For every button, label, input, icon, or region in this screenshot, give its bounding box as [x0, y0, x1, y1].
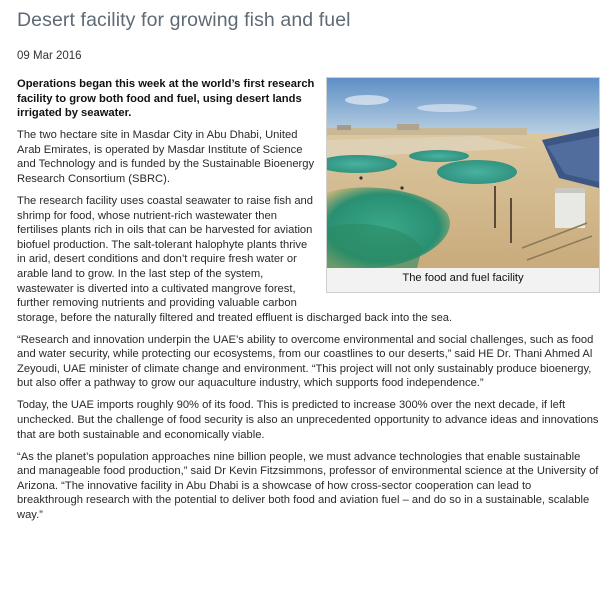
article-title: Desert facility for growing fish and fuel: [17, 9, 351, 31]
article-paragraph: “As the planet’s population approaches nine billion people, we must advance technologies that enable sustainable and manageable food production,” said Dr Kevin Fitzsimmons, professor of environmental science at the University of Arizona. “The innovative facility in Abu Dhabi is a showcase of how cross-sector cooperation can lead to breakthrough research with the potential to deliver both food and aviation fuel – and do so in a sustainable, scalable way.”: [17, 450, 599, 521]
facility-photo: [327, 78, 599, 268]
article-paragraph: Today, the UAE imports roughly 90% of its food. This is predicted to increase 300% over the next decade, if left unchecked. But the challenge of food security is also an unprecedented opportunity to advance ideas and innovations that are both sustainable and economically viable.: [17, 399, 599, 441]
figure-caption: The food and fuel facility: [402, 272, 524, 284]
article-body: [17, 77, 600, 530]
article-date: 09 Mar 2016: [17, 50, 82, 62]
article-figure: [326, 77, 600, 293]
article-lead: Operations began this week at the world’s first research facility to grow both food and fuel, using desert lands irrigated by seawater.: [17, 78, 315, 120]
article-paragraph: The research facility uses coastal seawater to raise fish and shrimp for food, whose nutrient-rich wastewater then fertilises plants rich in oils that can be harvested for aviation biofuel production. The salt-tolerant halophyte plants thrive in arid, desert conditions and don’t require fresh water or arable land to grow. In the last step of the system, wastewater is diverted into a cultivated mangrove forest, further removing nutrients and providing valuable carbon storage, before the naturally filtered and treated effluent is discharged back into the sea.: [17, 194, 453, 324]
article-paragraph: “Research and innovation underpin the UAE’s ability to overcome environmental and social challenges, such as food and water security, while protecting our ecosystems, from our coastlines to our deserts,” said HE Dr. Thani Ahmed Al Zeyoudi, UAE minister of climate change and environment. “This project will not only sustainably produce bioenergy, but also offer a pathway to grow our aquaculture industry, which supports food independence.”: [17, 333, 594, 390]
article-paragraph: The two hectare site in Masdar City in Abu Dhabi, United Arab Emirates, is operated by Masdar Institute of Science and Technology and is funded by the Sustainable Bioenergy Research Consortium (SBRC).: [17, 129, 315, 185]
